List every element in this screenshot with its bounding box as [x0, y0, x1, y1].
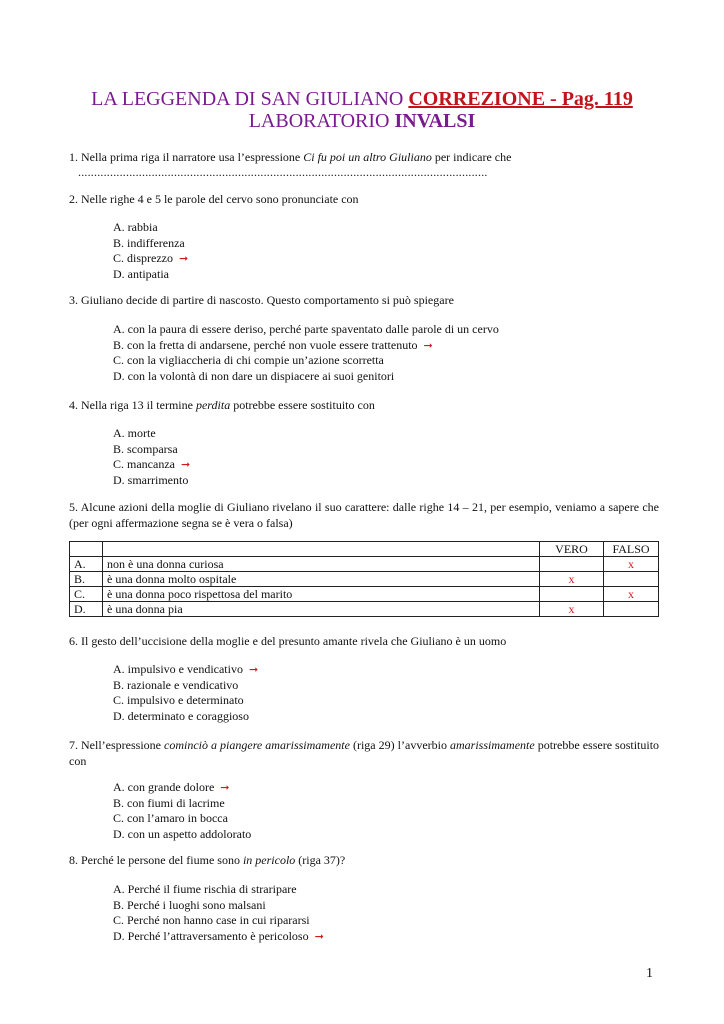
question-1-prefix: 1. Nella prima riga il narratore usa l’espressione [69, 150, 301, 164]
option-text: A. con la paura di essere deriso, perché parte spaventato dalle parole di un cervo [113, 322, 499, 336]
true-false-table [69, 541, 659, 617]
document-subtitle [0, 109, 724, 133]
row-letter: C. [70, 587, 103, 602]
right-arrow-icon: ➞ [178, 252, 189, 265]
row-statement: è una donna pia [103, 602, 540, 617]
q7-option-c [113, 811, 251, 827]
falso-mark: x [604, 557, 659, 572]
question-4 [69, 398, 659, 414]
question-8-options [113, 882, 324, 944]
document-title [0, 87, 724, 111]
row-letter: A. [70, 557, 103, 572]
q3-option-a [113, 322, 499, 338]
falso-mark [604, 602, 659, 617]
q4-option-b [113, 442, 190, 458]
right-arrow-icon: ➞ [180, 458, 191, 471]
q8-option-b [113, 898, 324, 914]
option-text: A. morte [113, 426, 156, 440]
title-main: LA LEGGENDA DI SAN GIULIANO [91, 88, 404, 110]
q6-option-d [113, 709, 258, 725]
question-1-italic: Ci fu poi un altro Giuliano [303, 150, 432, 164]
option-text: A. rabbia [113, 220, 158, 234]
falso-mark: x [604, 587, 659, 602]
right-arrow-icon: ➞ [248, 663, 259, 676]
right-arrow-icon: ➞ [423, 338, 433, 352]
q7-option-b [113, 796, 251, 812]
q2-option-b [113, 236, 188, 252]
question-7-italic-1: cominciò a piangere amarissimamente [164, 738, 350, 752]
q2-option-c [113, 251, 188, 267]
question-6-options [113, 662, 258, 724]
option-text: D. antipatia [113, 266, 169, 281]
question-4-italic: perdita [195, 398, 231, 412]
question-4-suffix: potrebbe essere sostituito con [233, 398, 375, 412]
row-statement: è una donna poco rispettosa del marito [103, 587, 540, 602]
row-statement: è una donna molto ospitale [103, 572, 540, 587]
title-correction: CORREZIONE - Pag. 119 [408, 88, 633, 110]
question-3-options [113, 322, 499, 384]
option-text: C. impulsivo e determinato [113, 693, 244, 707]
option-text: B. Perché i luoghi sono malsani [113, 897, 266, 912]
vero-mark: x [540, 572, 604, 587]
header-vero: VERO [540, 542, 604, 557]
question-7-options [113, 780, 251, 842]
option-text: B. indifferenza [113, 235, 185, 250]
q2-option-d [113, 267, 188, 283]
option-text: D. Perché l’attraversamento è pericoloso [113, 928, 309, 943]
question-2-options [113, 220, 188, 282]
question-8-italic: in pericolo [242, 853, 296, 867]
question-7-suffix: potrebbe essere sostituito con [69, 738, 660, 768]
subtitle-main: LABORATORIO [248, 110, 390, 132]
q8-option-a [113, 882, 324, 898]
q4-option-a [113, 426, 190, 442]
q6-option-b [113, 678, 258, 694]
q8-option-c [113, 913, 324, 929]
question-7 [69, 738, 659, 769]
q8-option-d [113, 929, 324, 945]
question-8 [69, 853, 659, 869]
vero-mark [540, 587, 604, 602]
q4-option-d [113, 473, 190, 489]
q4-option-c [113, 457, 190, 473]
option-text: A. con grande dolore [113, 780, 215, 794]
option-text: C. mancanza [113, 457, 175, 471]
question-6: 6. Il gesto dell’uccisione della moglie e del presunto amante rivela che Giuliano è un uomo [69, 634, 507, 648]
falso-mark [604, 572, 659, 587]
option-text: B. scomparsa [113, 441, 178, 456]
table-row [70, 572, 659, 587]
option-text: D. con un aspetto addolorato [113, 826, 252, 841]
q7-option-d [113, 827, 251, 843]
question-3: 3. Giuliano decide di partire di nascosto. Questo comportamento si può spiegare [69, 293, 454, 307]
table-row [70, 602, 659, 617]
q7-option-a [113, 780, 251, 796]
q3-option-b [113, 338, 499, 354]
question-1 [69, 150, 659, 166]
q3-option-d [113, 369, 499, 385]
question-1-suffix: per indicare che [434, 150, 512, 164]
row-letter: D. [70, 602, 103, 617]
row-statement: non è una donna curiosa [103, 557, 540, 572]
q2-option-a [113, 220, 188, 236]
question-8-prefix: 8. Perché le persone del fiume sono [69, 853, 240, 867]
option-text: C. Perché non hanno case in cui ripararsi [113, 913, 310, 927]
right-arrow-icon: ➞ [220, 781, 230, 794]
option-text: A. Perché il fiume rischia di straripare [113, 882, 297, 896]
option-text: D. smarrimento [113, 472, 189, 487]
question-7-italic-2: amarissimamente [450, 738, 535, 752]
question-5: 5. Alcune azioni della moglie di Giuliano rivelano il suo carattere: dalle righe 14 – 21, per esempio, veniamo a sapere che (per ogni affermazione segna se è vera o falsa) [69, 500, 659, 530]
option-text: B. razionale e vendicativo [113, 677, 239, 692]
option-text: C. con la vigliaccheria di chi compie un’azione scorretta [113, 353, 384, 367]
q6-option-c [113, 693, 258, 709]
vero-mark [540, 557, 604, 572]
row-letter: B. [70, 572, 103, 587]
option-text: D. determinato e coraggioso [113, 708, 249, 723]
table-row [70, 587, 659, 602]
question-4-options [113, 426, 190, 488]
right-arrow-icon: ➞ [314, 929, 324, 943]
option-text: C. disprezzo [113, 251, 173, 265]
header-falso: FALSO [604, 542, 659, 557]
q3-option-c [113, 353, 499, 369]
vero-mark: x [540, 602, 604, 617]
table-header-row [70, 542, 659, 557]
answer-dotted-line: ................................................................................................................................ [78, 165, 488, 179]
option-text: B. con la fretta di andarsene, perché non vuole essere trattenuto [113, 337, 418, 352]
q6-option-a [113, 662, 258, 678]
page-number: 1 [646, 966, 653, 981]
question-4-prefix: 4. Nella riga 13 il termine [69, 398, 193, 412]
question-8-suffix: (riga 37)? [298, 853, 346, 867]
table-row [70, 557, 659, 572]
option-text: B. con fiumi di lacrime [113, 795, 225, 810]
option-text: A. impulsivo e vendicativo [113, 662, 243, 676]
option-text: C. con l’amaro in bocca [113, 811, 228, 825]
question-7-prefix: 7. Nell’espressione [69, 738, 161, 752]
question-2: 2. Nelle righe 4 e 5 le parole del cervo sono pronunciate con [69, 192, 359, 206]
question-7-mid: (riga 29) l’avverbio [352, 738, 447, 752]
subtitle-bold: INVALSI [394, 110, 476, 132]
option-text: D. con la volontà di non dare un dispiacere ai suoi genitori [113, 368, 395, 383]
